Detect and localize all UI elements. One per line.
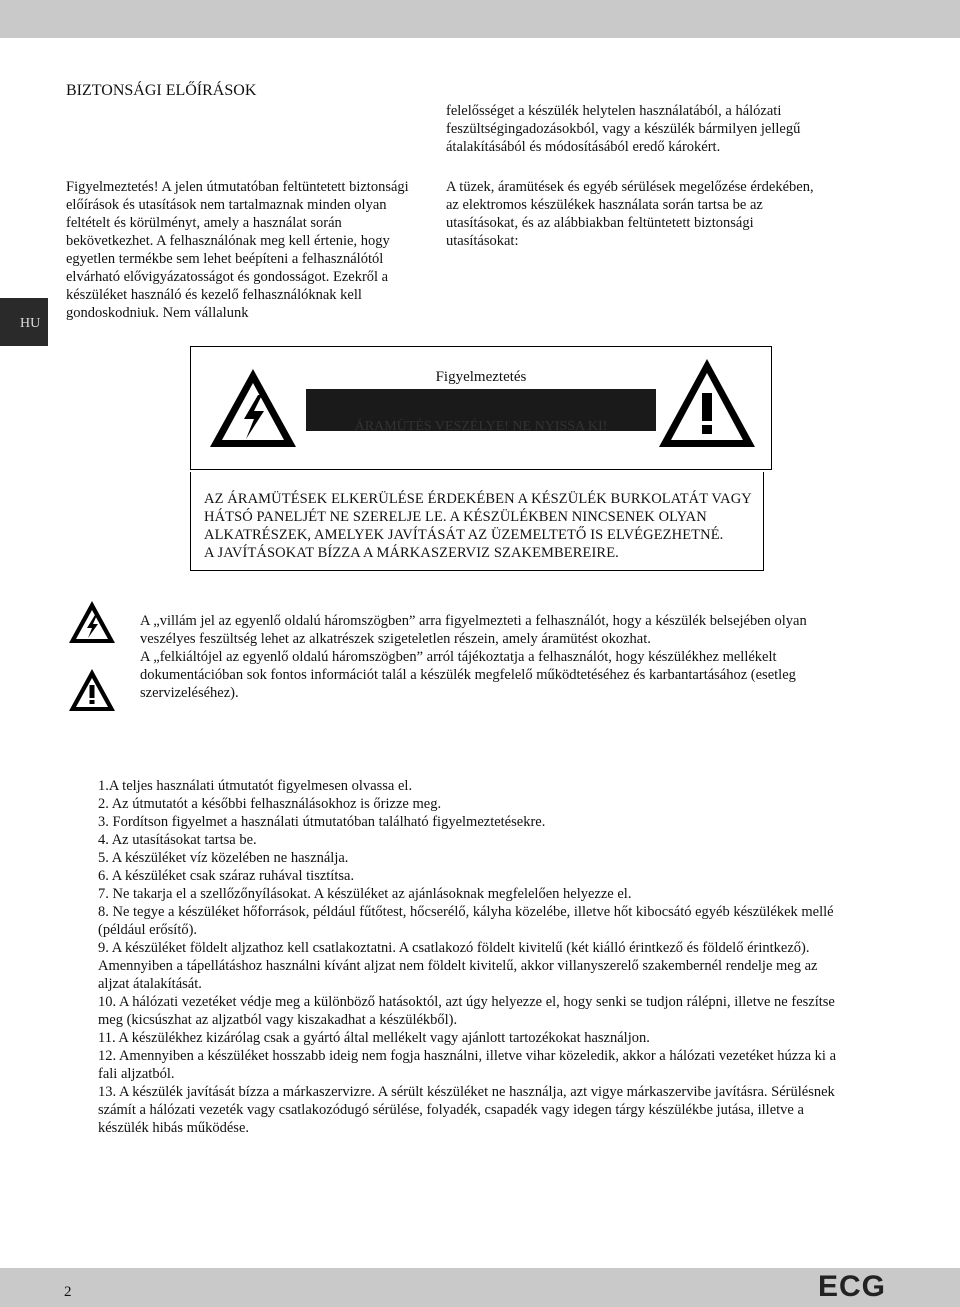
warning-title: Figyelmeztetés: [435, 369, 527, 385]
lightning-small-icon: [68, 600, 116, 649]
legend-lightning: A „villám jel az egyenlő oldalú háromszögben” arra figyelmezteti a felhasználót, hogy a készülék belsejében olyan veszélyes feszültség lehet az alkatrészek szigeteletlen részein, amely áramütést okozhat.: [140, 613, 807, 647]
list-item: 10. A hálózati vezetéket védje meg a különböző hatásoktól, azt úgy helyezze el, hogy senki se tudjon rálépni, illetve ne feszítse meg (kicsúszhat az aljzatból vagy kiszakadhat a készülékből).: [98, 994, 835, 1028]
exclamation-warning-icon: [657, 357, 757, 454]
list-item: 3. Fordítson figyelmet a használati útmutatóban található figyelmeztetésekre.: [98, 814, 546, 830]
bottom-bar: [0, 1268, 960, 1307]
warning-line: ALKATRÉSZEK, AMELYEK JAVÍTÁSÁT AZ ÜZEMELTETŐ IS ELVÉGEZHETNÉ.: [204, 527, 724, 543]
list-item: 11. A készülékhez kizárólag csak a gyártó által mellékelt vagy ajánlott tartozékokat használjon.: [98, 1030, 650, 1046]
warning-banner: [306, 389, 656, 434]
list-item: 4. Az utasításokat tartsa be.: [98, 832, 257, 848]
list-item: 1.A teljes használati útmutatót figyelmesen olvassa el.: [98, 778, 413, 794]
warning-body-text: [204, 490, 844, 562]
list-item: 5. A készüléket víz közelében ne használja.: [98, 850, 349, 866]
language-tab: [0, 298, 48, 346]
warning-line: AZ ÁRAMÜTÉSEK ELKERÜLÉSE ÉRDEKÉBEN A KÉSZÜLÉK BURKOLATÁT VAGY: [204, 491, 752, 507]
right-paragraph-1: felelősséget a készülék helytelen használatából, a hálózati feszültségingadozásokból, vagy a készülék bármilyen jellegű átalakításából és módosításából eredő károkért.: [446, 103, 801, 155]
exclamation-small-icon: [68, 668, 116, 717]
language-code: HU: [20, 316, 41, 331]
page-number: 2: [64, 1284, 72, 1300]
list-item: 9. A készüléket földelt aljzathoz kell csatlakoztatni. A csatlakozó földelt kivitelű (két kiálló érintkező és földelő érintkező). Amennyiben a tápellátáshoz használni kívánt aljzat nem földelt kivitelű, akkor villanyszerelő szakembernél rendelje meg az aljzat átalakítását.: [98, 940, 818, 992]
list-item: 13. A készülék javítását bízza a márkaszervizre. A sérült készüléket ne használja, azt vigye márkaszervibe javításra. Sérülésnek számít a hálózati vezeték vagy csatlakozódugó sérülése, folyadék, csapadék vagy idegen tárgy készülékbe jutása, illetve a készülék hibás működése.: [98, 1084, 835, 1136]
left-paragraph: Figyelmeztetés! A jelen útmutatóban feltüntetett biztonsági előírások és utasítások nem tartalmaznak minden olyan feltételt és körülményt, amely a használat során bekövetkezhet. A felhasználónak meg kell értenie, hogy egyetlen termékbe sem lehet beépíteni a felhasználótól elvárható elővigyázatosságot és gondosságot. Ezekről a készüléket használó és kezelő felhasználóknak kell gondoskodniuk. Nem vállalunk: [66, 179, 409, 321]
right-paragraph-2: A tüzek, áramütések és egyéb sérülések megelőzése érdekében, az elektromos készülékek használata során tartsa be az utasításokat, és az alábbiakban feltüntetett biztonsági utasításokat:: [446, 179, 814, 249]
list-item: 7. Ne takarja el a szellőzőnyílásokat. A készüléket az ajánlásoknak megfelelően helyezze el.: [98, 886, 632, 902]
instruction-list: [98, 777, 838, 1137]
page-heading: BIZTONSÁGI ELŐÍRÁSOK: [66, 82, 257, 99]
list-item: 2. Az útmutatót a későbbi felhasználásokhoz is őrizze meg.: [98, 796, 442, 812]
legend-exclamation: A „felkiáltójel az egyenlő oldalú háromszögben” arról tájékoztatja a felhasználót, hogy készülékhez mellékelt dokumentációban sok fontos információt talál a készülék megfelelő működtetéséhez és karbantartásához (esetleg szervizeléséhez).: [140, 649, 796, 701]
list-item: 8. Ne tegye a készüléket hőforrások, például fűtőtest, hőcserélő, kályha közelébe, illetve hőt kibocsátó egyéb készülékek mellé (például erősítő).: [98, 904, 834, 938]
symbol-legend: [140, 612, 820, 702]
list-item: 12. Amennyiben a készüléket hosszabb ideig nem fogja használni, illetve vihar közeledik, akkor a hálózati vezetéket húzza ki a fali aljzatból.: [98, 1048, 837, 1082]
list-item: 6. A készüléket csak száraz ruhával tisztítsa.: [98, 868, 355, 884]
brand-logo: ECG: [818, 1270, 887, 1303]
warning-box: [190, 346, 772, 470]
warning-banner-text: ÁRAMÜTÉS VESZÉLYE! NE NYISSA KI!: [354, 419, 608, 434]
warning-line: HÁTSÓ PANELJÉT NE SZERELJE LE. A KÉSZÜLÉKBEN NINCSENEK OLYAN: [204, 509, 707, 525]
top-bar: [0, 0, 960, 38]
warning-line: A JAVÍTÁSOKAT BÍZZA A MÁRKASZERVIZ SZAKEMBEREIRE.: [204, 545, 619, 561]
left-column: [66, 178, 426, 322]
right-column: [446, 102, 816, 250]
